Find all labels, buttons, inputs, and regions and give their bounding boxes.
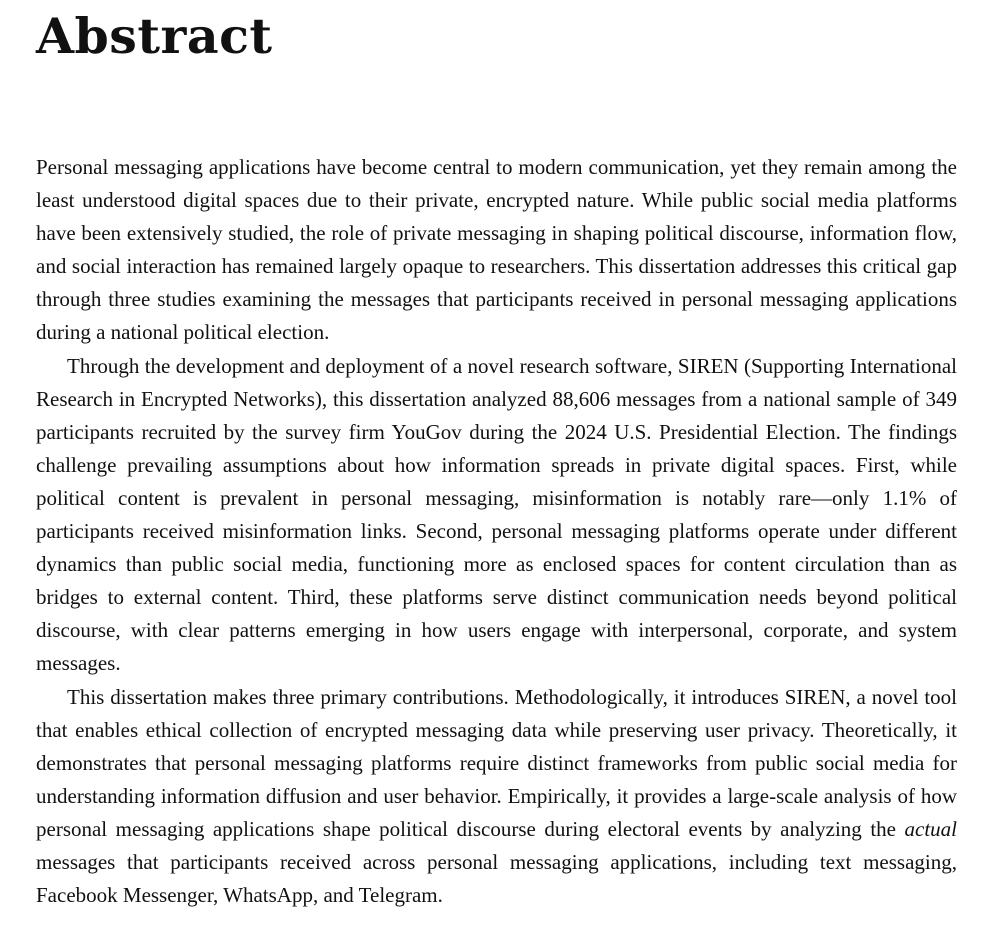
abstract-heading: Abstract xyxy=(36,7,273,65)
abstract-paragraph-1: Personal messaging applications have become central to modern communication, yet they remain among the least understood digital spaces due to their private, encrypted nature. While public social media platforms have been extensively studied, the role of private messaging in shaping political discourse, information flow, and social interaction has remained largely opaque to researchers. This dissertation addresses this critical gap through three studies examining the messages that participants received in personal messaging applications during a national political election. xyxy=(36,155,957,345)
paragraph-3-text-after: messages that participants received across personal messaging applications, including text messaging, Facebook Messenger, WhatsApp, and Telegram. xyxy=(36,849,957,908)
abstract-body xyxy=(36,151,957,912)
abstract-paragraph-3 xyxy=(36,681,957,913)
emphasis-actual: actual xyxy=(904,816,957,841)
abstract-paragraph-2: Through the development and deployment of a novel research software, SIREN (Supporting International Research in Encrypted Networks), this dissertation analyzed 88,606 messages from a national sample of 349 participants recruited by the survey firm YouGov during the 2024 U.S. Presidential Election. The findings challenge prevailing assumptions about how information spreads in private digital spaces. First, while political content is prevalent in personal messaging, misinformation is notably rare—only 1.1% of participants received misinformation links. Second, personal messaging platforms operate under different dynamics than public social media, functioning more as enclosed spaces for content circulation than as bridges to external content. Third, these platforms serve distinct communication needs beyond political discourse, with clear patterns emerging in how users engage with interpersonal, corporate, and system messages. xyxy=(36,353,957,676)
paragraph-3-text-before: This dissertation makes three primary contributions. Methodologically, it introduces SIREN, a novel tool that enables ethical collection of encrypted messaging data while preserving user privacy. Theoretically, it demonstrates that personal messaging platforms require distinct frameworks from public social media for understanding information diffusion and user behavior. Empirically, it provides a large-scale analysis of how personal messaging applications shape political discourse during electoral events by analyzing the xyxy=(36,684,957,841)
